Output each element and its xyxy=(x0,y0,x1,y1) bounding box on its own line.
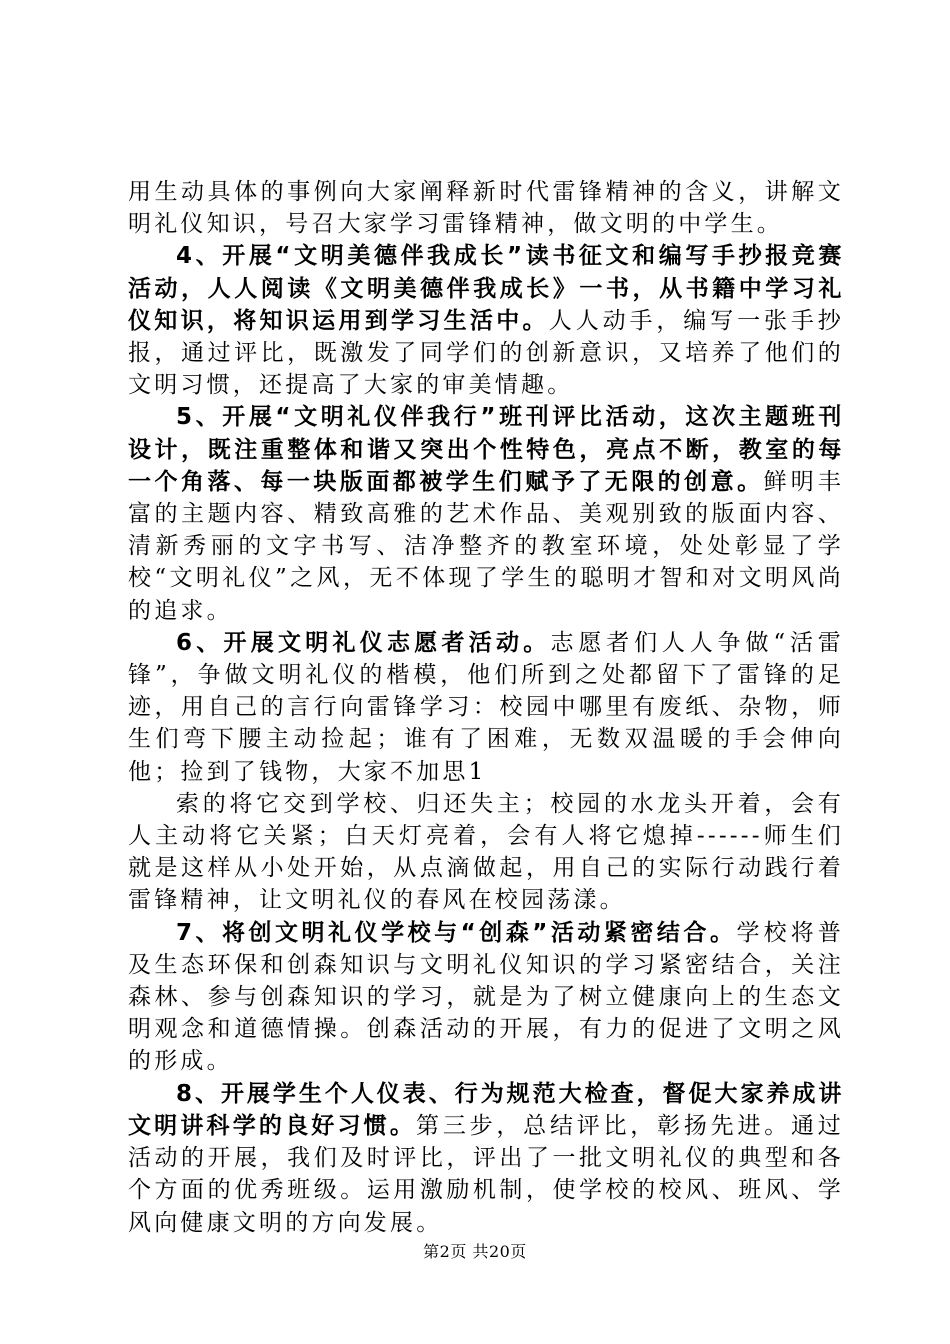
paragraph-item-7 xyxy=(128,917,844,1078)
paragraph-item-6 xyxy=(128,627,844,788)
paragraph-text: 志愿者们人人争做“活雷锋”，争做文明礼仪的楷模，他们所到之处都留下了雷锋的足迹，用自己的言行向雷锋学习：校园中哪里有废纸、杂物，师生们弯下腰主动捡起；谁有了困难，无数双温暖的手会伸向他；捡到了钱物，大家不加思1 xyxy=(128,629,845,785)
paragraph-text: 第三步，总结评比，彰扬先进。通过活动的开展，我们及时评比，评出了一批文明礼仪的典型和各个方面的优秀班级。运用激励机制，使学校的校风、班风、学风向健康文明的方向发展。 xyxy=(128,1112,844,1236)
paragraph-item-5 xyxy=(128,401,844,626)
paragraph-item-8 xyxy=(128,1078,844,1239)
paragraph-text: 人人动手，编写一张手抄报，通过评比，既激发了同学们的创新意识，又培养了他们的文明习惯，还提高了大家的审美情趣。 xyxy=(128,307,844,399)
paragraph-item-6-continued xyxy=(128,788,844,917)
paragraph-heading: 7、将创文明礼仪学校与“创森”活动紧密结合。 xyxy=(176,919,737,946)
paragraph-text: 用生动具体的事例向大家阐释新时代雷锋精神的含义，讲解文明礼仪知识，号召大家学习雷锋精神，做文明的中学生。 xyxy=(128,179,844,238)
paragraph-heading: 8、开展学生个人仪表、行为规范大检查，督促大家养成讲文明讲科学的良好习惯。 xyxy=(128,1080,844,1139)
page-footer xyxy=(0,1239,950,1262)
paragraph-heading: 6、开展文明礼仪志愿者活动。 xyxy=(176,629,551,656)
document-body xyxy=(128,176,844,1239)
paragraph-continuation xyxy=(128,176,844,240)
paragraph-text: 学校将普及生态环保和创森知识与文明礼仪知识的学习紧密结合，关注森林、参与创森知识的学习，就是为了树立健康向上的生态文明观念和道德情操。创森活动的开展，有力的促进了文明之风的形成。 xyxy=(128,919,844,1075)
paragraph-text: 索的将它交到学校、归还失主；校园的水龙头开着，会有人主动将它关紧；白天灯亮着，会有人将它熄掉------师生们就是这样从小处开始，从点滴做起，用自己的实际行动践行着雷锋精神，让文明礼仪的春风在校园荡漾。 xyxy=(128,790,844,914)
paragraph-heading: 4、开展“文明美德伴我成长”读书征文和编写手抄报竞赛活动，人人阅读《文明美德伴我成长》一书，从书籍中学习礼仪知识，将知识运用到学习生活中。 xyxy=(128,243,844,334)
paragraph-text: 鲜明丰富的主题内容、精致高雅的艺术作品、美观别致的版面内容、清新秀丽的文字书写、洁净整齐的教室环境，处处彰显了学校“文明礼仪”之风，无不体现了学生的聪明才智和对文明风尚的追求。 xyxy=(128,468,844,624)
paragraph-item-4 xyxy=(128,240,844,401)
page-number-label: 第2页 共20页 xyxy=(423,1242,527,1261)
paragraph-heading: 5、开展“文明礼仪伴我行”班刊评比活动，这次主题班刊设计，既注重整体和谐又突出个性特色，亮点不断，教室的每一个角落、每一块版面都被学生们赋予了无限的创意。 xyxy=(128,404,844,495)
